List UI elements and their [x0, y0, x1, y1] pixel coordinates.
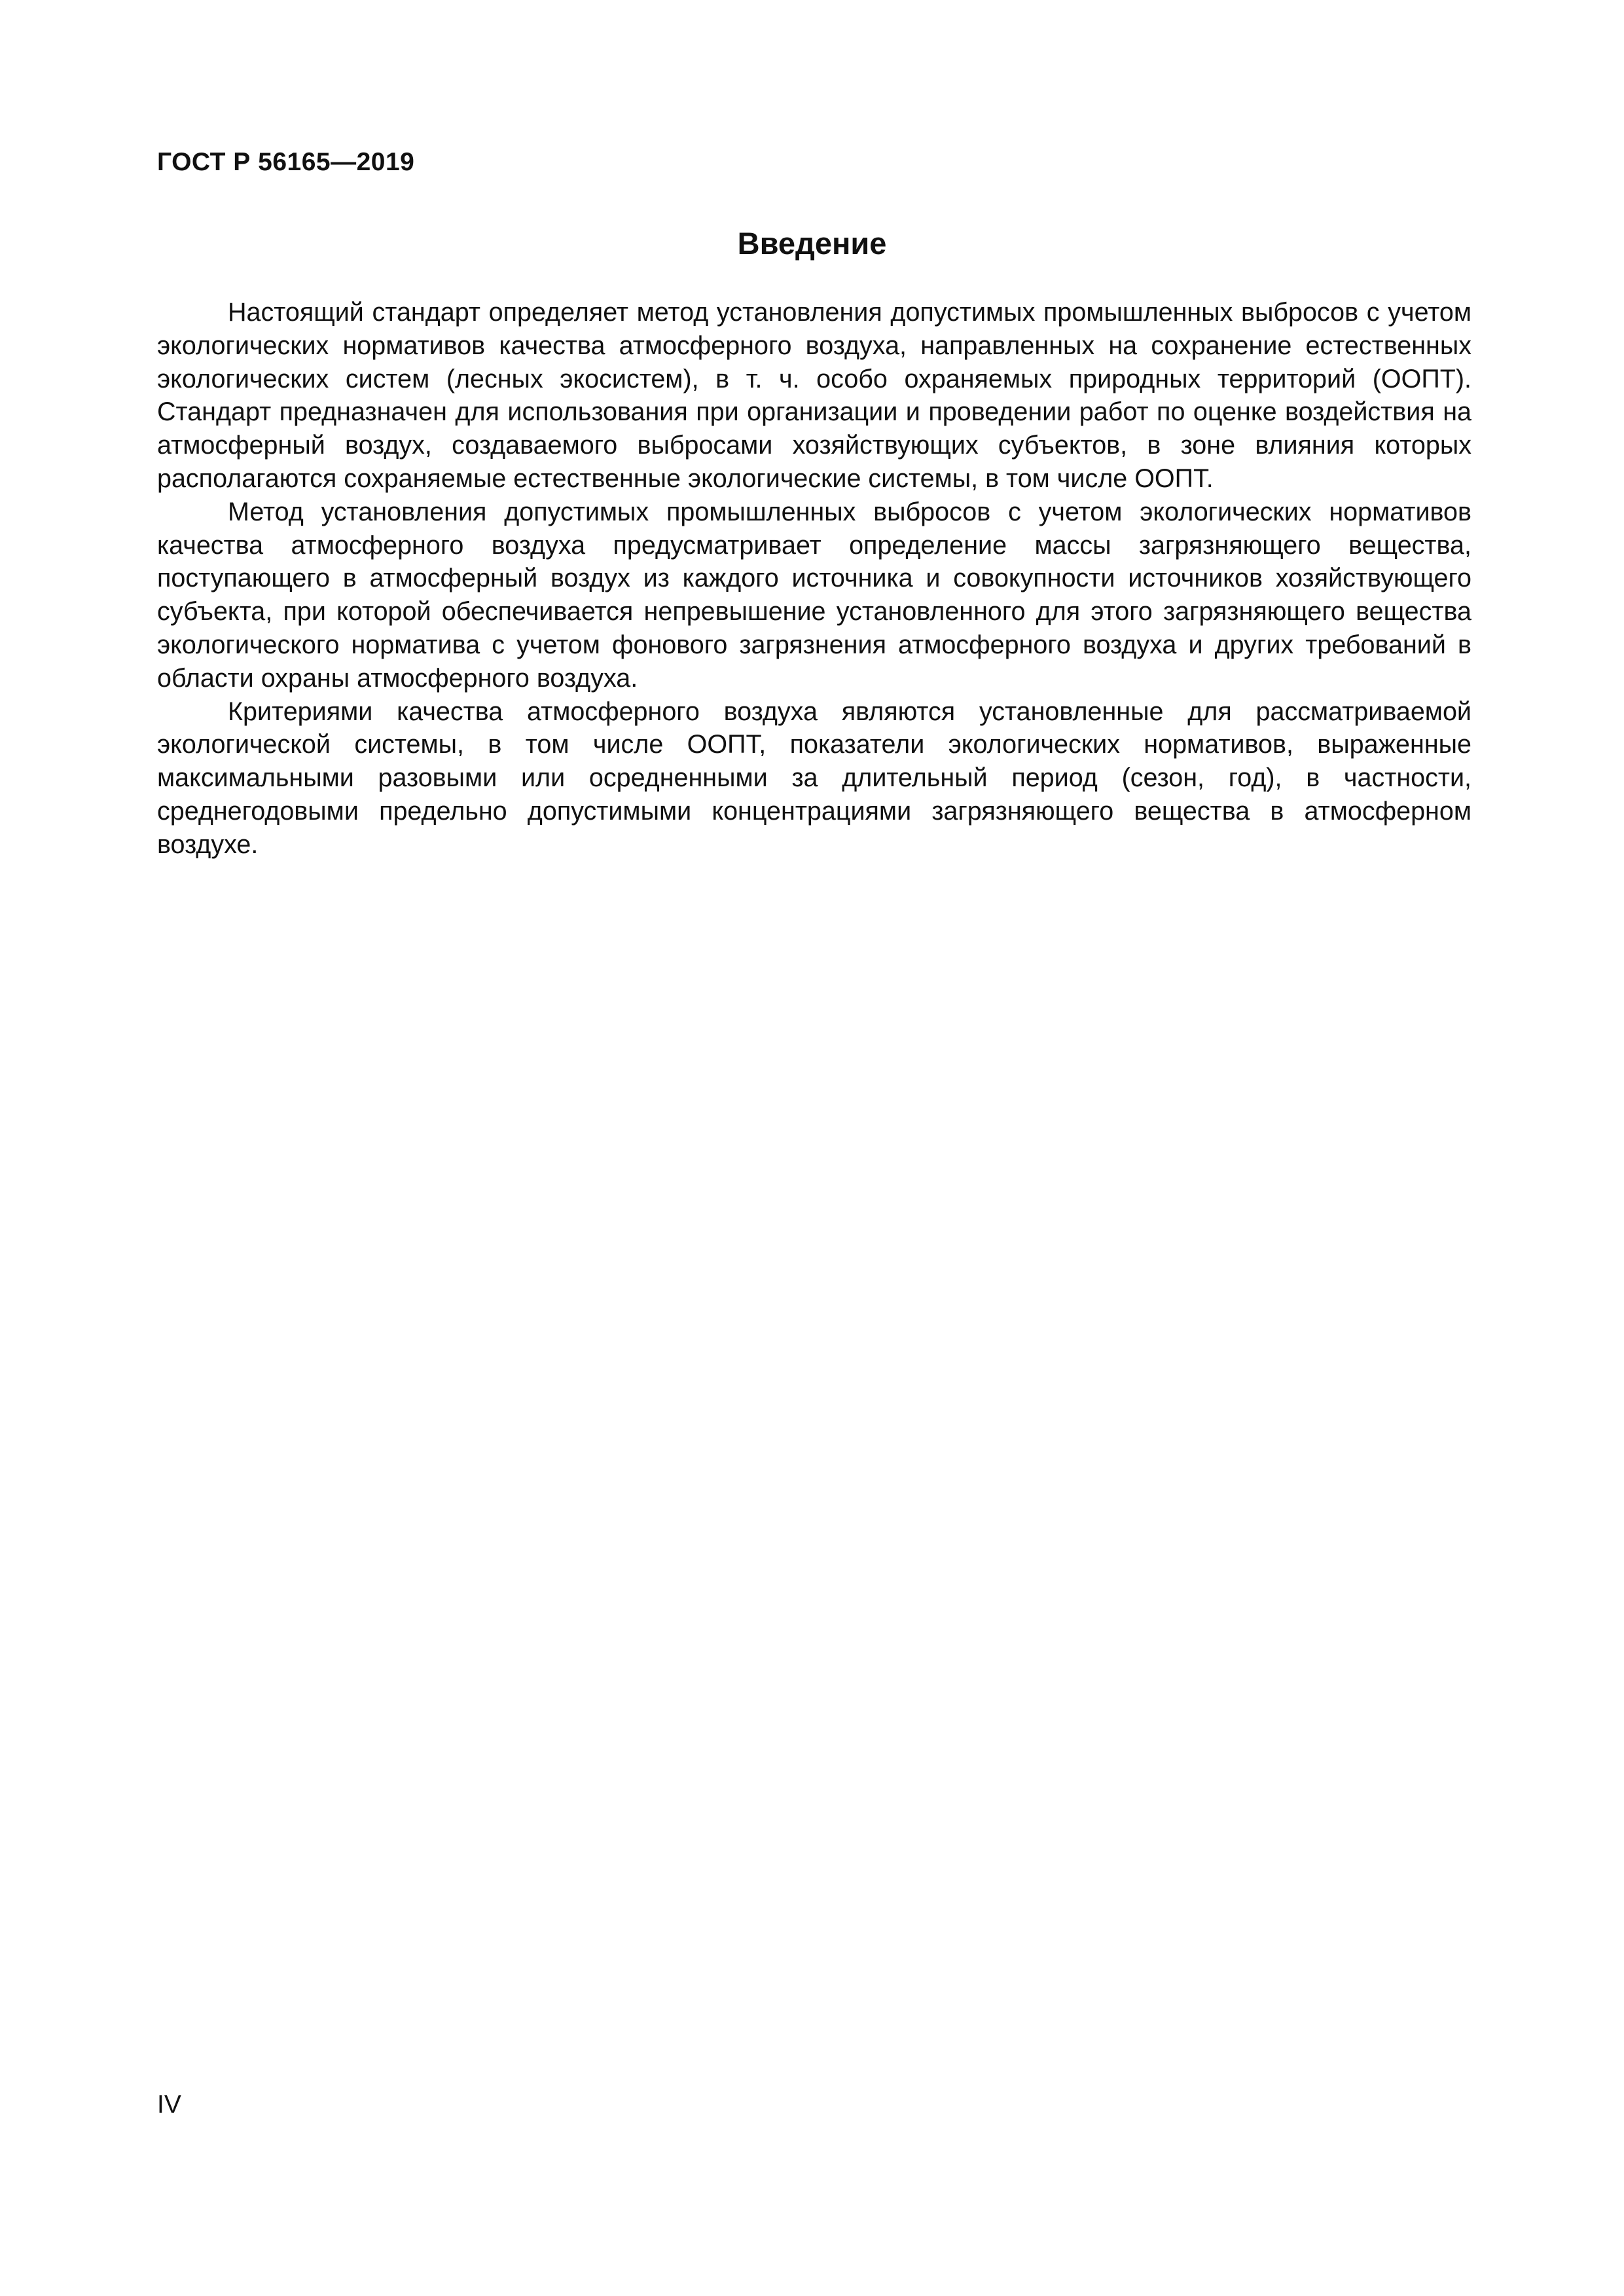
section-title: Введение	[737, 226, 887, 261]
document-header: ГОСТ Р 56165—2019	[157, 148, 415, 176]
body-text	[157, 296, 1471, 862]
paragraph-2: Метод установления допустимых промышленных выбросов с учетом экологических нормативов качества атмосферного воздуха предусматривает определение массы загрязняющего вещества, поступающего в атмосферный воздух из каждого источника и совокупности источников хозяйствующего субъекта, при которой обеспечивается непревышение установленного для этого загрязняющего вещества экологического норматива с учетом фонового загрязнения атмосферного воздуха и других требований в области охраны атмосферного воздуха.	[157, 497, 1471, 693]
page-number: IV	[157, 2090, 181, 2119]
paragraph-1: Настоящий стандарт определяет метод установления допустимых промышленных выбросов с учетом экологических нормативов качества атмосферного воздуха, направленных на сохранение естественных экологических систем (лесных экосистем), в т. ч. особо охраняемых природных территорий (ООПТ). Стандарт предназначен для использования при организации и проведении работ по оценке воздействия на атмосферный воздух, создаваемого выбросами хозяйствующих субъектов, в зоне влияния которых располагаются сохраняемые естественные экологические системы, в том числе ООПТ.	[157, 298, 1471, 493]
paragraph-3: Критериями качества атмосферного воздуха являются установленные для рассматриваемой экологической системы, в том числе ООПТ, показатели экологических нормативов, выраженные максимальными разовыми или осредненными за длительный период (сезон, год), в частности, среднегодовыми предельно допустимыми концентрациями загрязняющего вещества в атмосферном воздухе.	[157, 697, 1471, 859]
